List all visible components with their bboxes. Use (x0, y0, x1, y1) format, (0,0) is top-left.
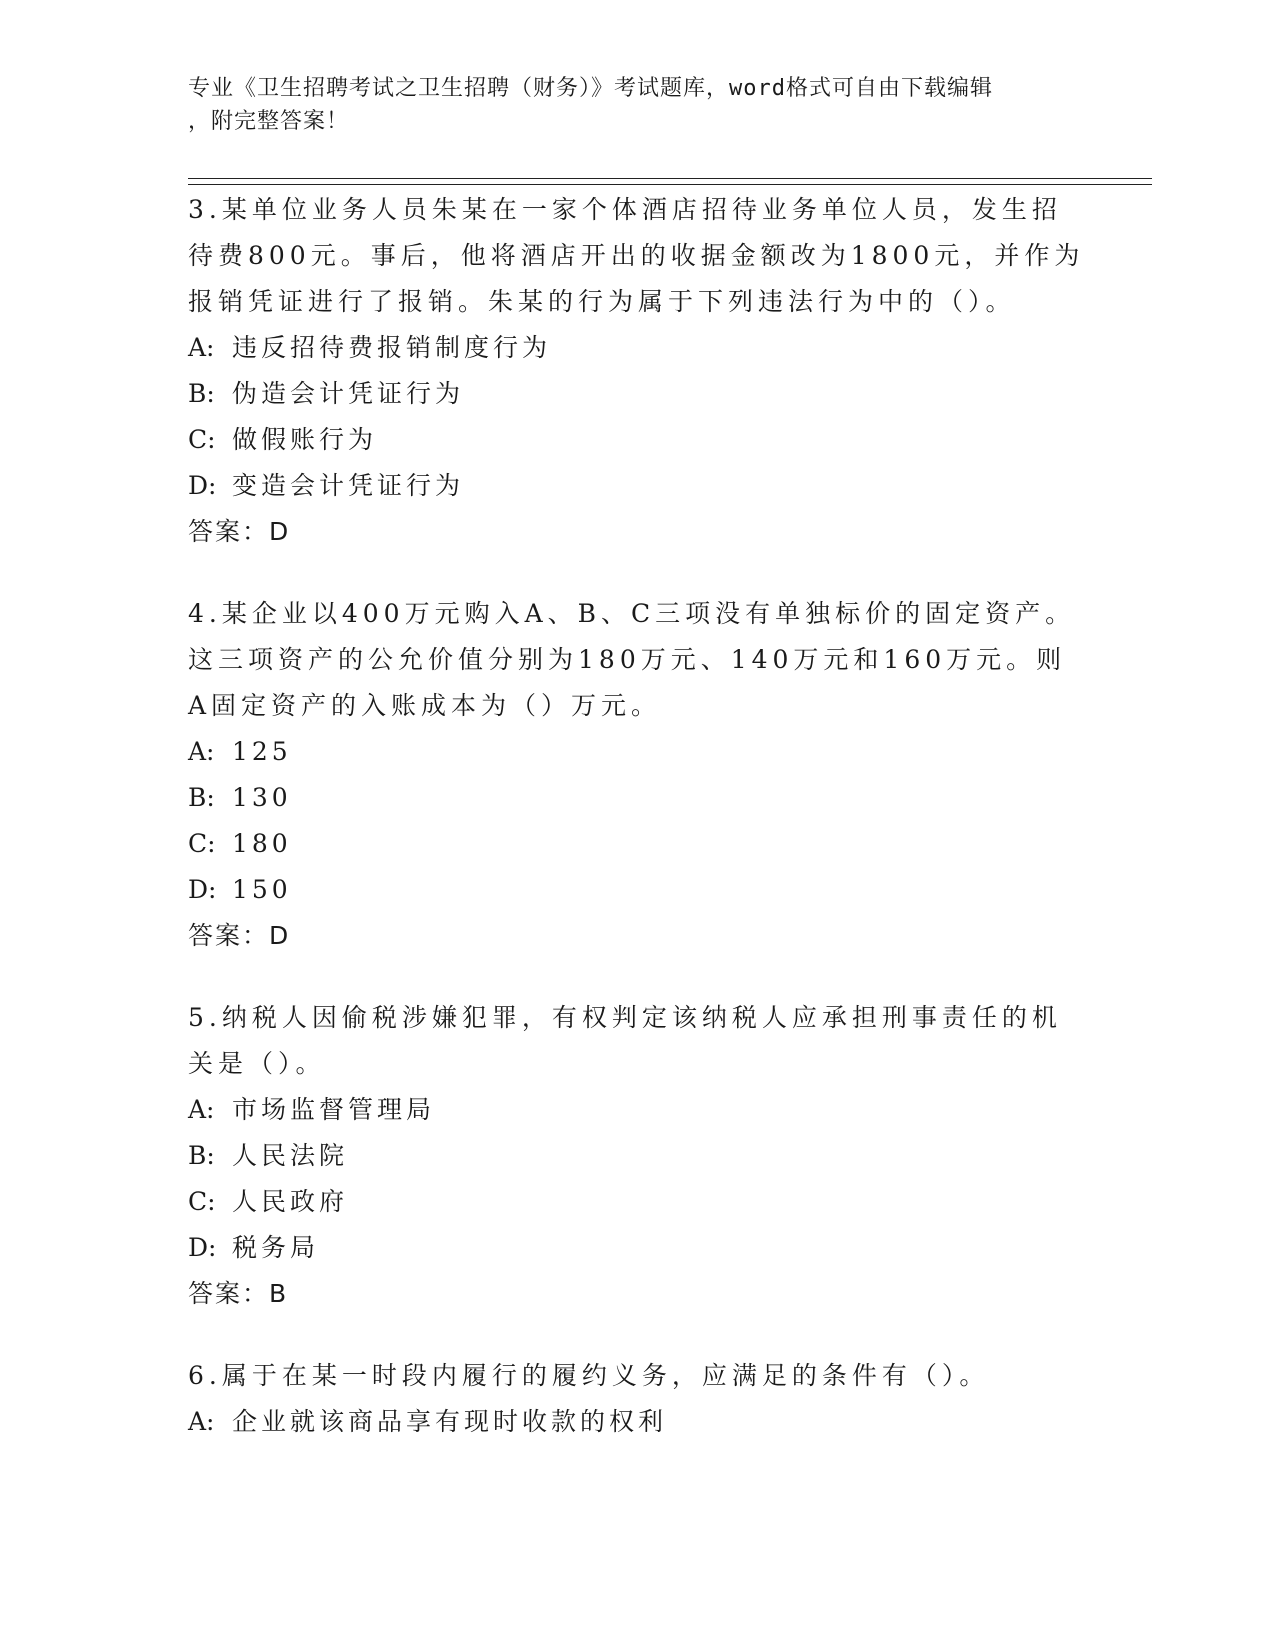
question-3 (188, 187, 1088, 555)
header-divider-bottom (188, 184, 1152, 185)
option-c (188, 1179, 1088, 1225)
option-key: B: (188, 379, 215, 408)
option-text: 违反招待费报销制度行为 (232, 333, 552, 362)
option-a (188, 1399, 1088, 1445)
option-key: D: (188, 875, 217, 904)
answer: 答案：D (188, 921, 291, 950)
option-d (188, 463, 1088, 509)
option-text: 150 (232, 875, 292, 904)
option-d (188, 1225, 1088, 1271)
option-a (188, 729, 1088, 775)
option-text: 企业就该商品享有现时收款的权利 (232, 1407, 668, 1436)
option-text: 125 (232, 737, 292, 766)
option-key: D: (188, 1233, 217, 1262)
question-stem: 4.某企业以400万元购入A、B、C三项没有单独标价的固定资产。这三项资产的公允价值分别为180万元、140万元和160万元。则A固定资产的入账成本为（）万元。 (188, 599, 1076, 720)
answer: 答案：B (188, 1279, 289, 1308)
option-b (188, 371, 1088, 417)
option-key: A: (188, 1095, 215, 1124)
option-key: C: (188, 829, 216, 858)
option-text: 180 (232, 829, 292, 858)
option-b (188, 775, 1088, 821)
header-title-line-2: ，附完整答案！ (188, 109, 350, 134)
option-key: A: (188, 1407, 215, 1436)
option-key: B: (188, 783, 215, 812)
document-header (188, 72, 1068, 138)
option-text: 伪造会计凭证行为 (232, 379, 465, 408)
option-key: C: (188, 1187, 216, 1216)
option-text: 变造会计凭证行为 (232, 471, 465, 500)
option-d (188, 867, 1088, 913)
option-key: B: (188, 1141, 215, 1170)
option-text: 税务局 (232, 1233, 320, 1262)
option-c (188, 417, 1088, 463)
option-text: 人民政府 (232, 1187, 349, 1216)
option-text: 做假账行为 (232, 425, 378, 454)
question-6 (188, 1353, 1088, 1445)
question-stem: 6.属于在某一时段内履行的履约义务，应满足的条件有（）。 (188, 1361, 990, 1390)
option-text: 130 (232, 783, 292, 812)
question-list (188, 187, 1088, 1481)
question-5 (188, 995, 1088, 1317)
header-divider-top (188, 178, 1152, 179)
option-text: 市场监督管理局 (232, 1095, 436, 1124)
option-key: C: (188, 425, 216, 454)
option-key: A: (188, 333, 215, 362)
option-key: A: (188, 737, 215, 766)
option-b (188, 1133, 1088, 1179)
header-title-line-1: 专业《卫生招聘考试之卫生招聘（财务）》考试题库，word格式可自由下载编辑 (188, 76, 993, 101)
option-a (188, 325, 1088, 371)
option-key: D: (188, 471, 217, 500)
option-a (188, 1087, 1088, 1133)
question-stem: 5.纳税人因偷税涉嫌犯罪，有权判定该纳税人应承担刑事责任的机关是（）。 (188, 1003, 1062, 1078)
option-text: 人民法院 (232, 1141, 349, 1170)
question-4 (188, 591, 1088, 959)
answer: 答案：D (188, 517, 291, 546)
question-stem: 3.某单位业务人员朱某在一家个体酒店招待业务单位人员，发生招待费800元。事后，他将酒店开出的收据金额改为1800元，并作为报销凭证进行了报销。朱某的行为属于下列违法行为中的（）。 (188, 195, 1085, 316)
option-c (188, 821, 1088, 867)
